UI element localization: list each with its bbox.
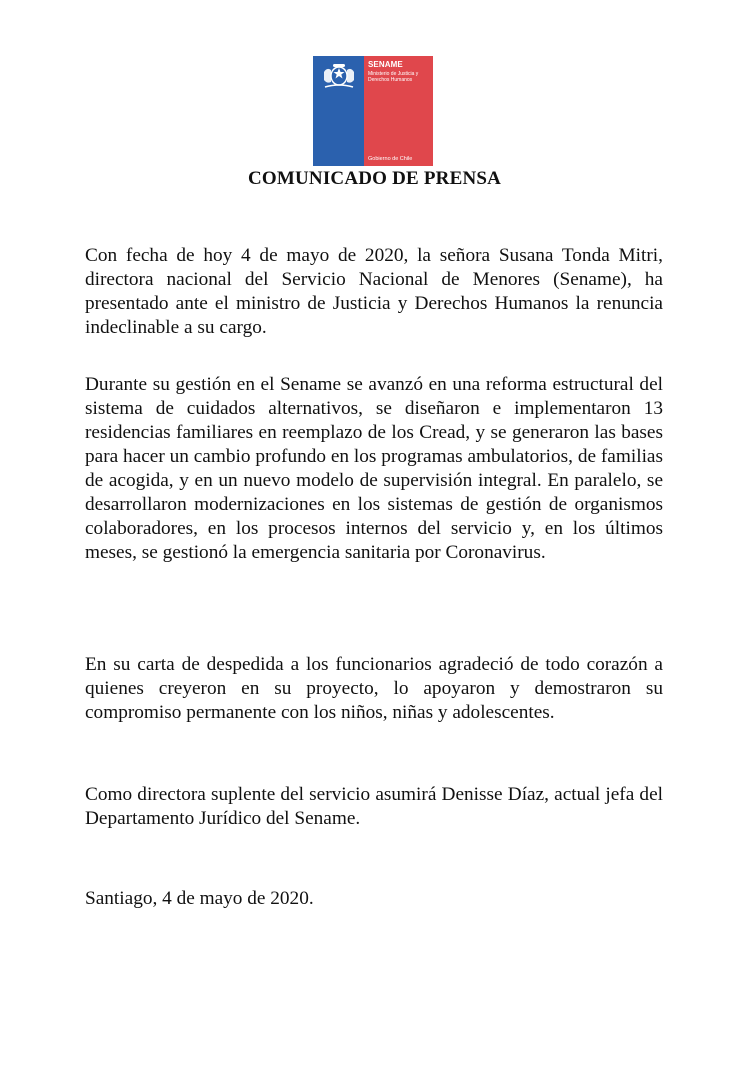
- paragraph-text: Durante su gestión en el Sename se avanzó en una reforma estructural del sistema de cuidados alternativos, se diseñaron e implementaron 13 residencias familiares en reemplazo de los Cread, y se generaron las bases para hacer un cambio profundo en los programas ambulatorios, de familias de acogida, y en un nuevo modelo de supervisión integral. En paralelo, se desarrollaron modernizaciones en los sistemas de gestión de organismos colaboradores, en los procesos internos del servicio y, en los últimos meses, se gestionó la emergencia sanitaria por Coronavirus.: [85, 374, 663, 563]
- document-title: COMUNICADO DE PRENSA: [247, 168, 502, 189]
- logo-red-panel: [364, 56, 433, 166]
- chile-coat-of-arms-icon: [321, 62, 357, 92]
- paragraph-text: Con fecha de hoy 4 de mayo de 2020, la señora Susana Tonda Mitri, directora nacional del Servicio Nacional de Menores (Sename), ha presentado ante el ministro de Justicia y Derechos Humanos la renuncia indeclinable a su cargo.: [85, 245, 663, 338]
- logo-brand: SENAME: [368, 60, 403, 69]
- paragraph-text: En su carta de despedida a los funcionarios agradeció de todo corazón a quienes creyeron en su proyecto, lo apoyaron y demostraron su compromiso permanente con los niños, niñas y adolescentes.: [85, 654, 663, 723]
- logo-blue-panel: [313, 56, 364, 166]
- paragraph-successor: [85, 783, 663, 831]
- place-and-date: Santiago, 4 de mayo de 2020.: [85, 888, 314, 909]
- paragraph-management: [85, 373, 663, 565]
- paragraph-farewell: [85, 653, 663, 725]
- paragraph-text: Como directora suplente del servicio asumirá Denisse Díaz, actual jefa del Departamento Jurídico del Sename.: [85, 784, 663, 829]
- logo-ministry: Ministerio de Justicia y Derechos Humanos: [368, 71, 419, 83]
- logo-government: Gobierno de Chile: [368, 156, 413, 162]
- sename-logo: [313, 56, 433, 166]
- paragraph-resignation: [85, 244, 663, 340]
